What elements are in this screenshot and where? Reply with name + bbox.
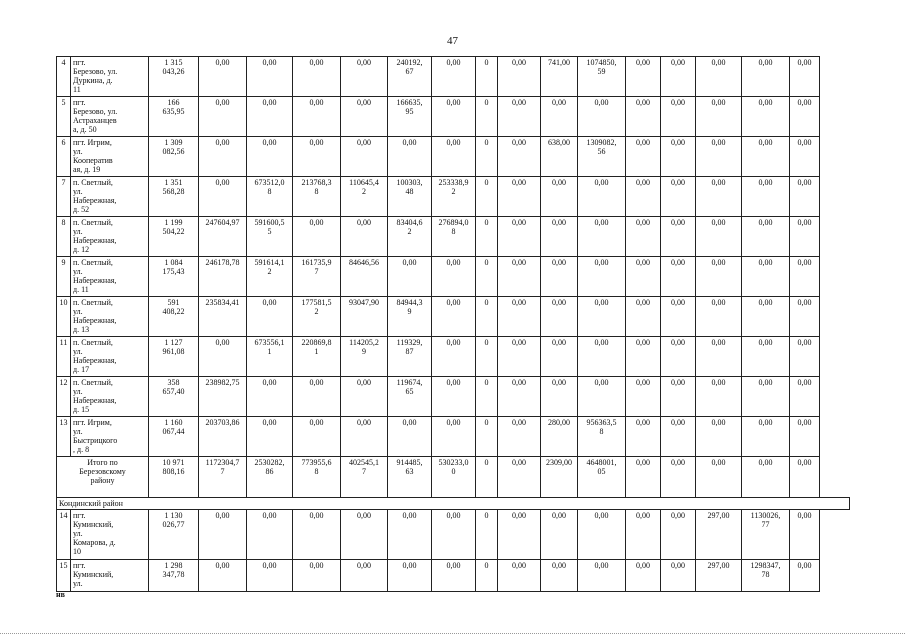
table-cell: 0,00	[790, 297, 820, 337]
table-cell: 0,00	[696, 97, 742, 137]
table-cell: 0,00	[790, 560, 820, 592]
table-row	[57, 337, 850, 377]
table-cell: 0,00	[199, 137, 247, 177]
table-cell: 1130026, 77	[742, 510, 790, 560]
address-cell: пгт. Куминский, ул.	[71, 560, 149, 592]
table-row	[57, 217, 850, 257]
row-number: 7	[57, 177, 71, 217]
table-cell: 0,00	[742, 297, 790, 337]
table-cell: 0,00	[626, 177, 661, 217]
table-cell: 0,00	[661, 560, 696, 592]
table-cell: 0,00	[247, 377, 293, 417]
row-number: 11	[57, 337, 71, 377]
table-cell: 0,00	[498, 297, 541, 337]
table-cell: 0,00	[696, 417, 742, 457]
table-cell: 1172304,7 7	[199, 457, 247, 498]
table-cell: 0	[476, 457, 498, 498]
address-cell: пгт. Березово, ул. Дуркина, д. 11	[71, 57, 149, 97]
table-cell: 2530282, 86	[247, 457, 293, 498]
row-number: 4	[57, 57, 71, 97]
table-cell: 220869,8 1	[293, 337, 341, 377]
table-cell: 0,00	[742, 217, 790, 257]
table-cell: 0	[476, 137, 498, 177]
table-cell: 0,00	[578, 257, 626, 297]
table-cell: 0,00	[742, 257, 790, 297]
table-cell: 0	[476, 217, 498, 257]
table-cell: 0,00	[578, 337, 626, 377]
table-cell: 0,00	[742, 137, 790, 177]
table-cell: 0,00	[341, 217, 388, 257]
table-cell: 203703,86	[199, 417, 247, 457]
table-cell: 0,00	[626, 57, 661, 97]
table-cell: 247604,97	[199, 217, 247, 257]
table-cell: 119329, 87	[388, 337, 432, 377]
table-cell: 591600,5 5	[247, 217, 293, 257]
table-cell: 0	[476, 377, 498, 417]
section-label: Кондинский район	[57, 498, 850, 510]
row-number: 8	[57, 217, 71, 257]
table-cell: 1 130 026,77	[149, 510, 199, 560]
table-cell: 0,00	[790, 57, 820, 97]
table-cell: 0,00	[790, 177, 820, 217]
table-cell: 0,00	[498, 417, 541, 457]
scan-edge-divider	[0, 633, 905, 634]
table-cell: 0,00	[199, 97, 247, 137]
table-row	[57, 560, 850, 592]
table-cell: 0,00	[498, 57, 541, 97]
table-cell: 0,00	[498, 97, 541, 137]
table-cell: 0,00	[578, 510, 626, 560]
table-cell: 0,00	[541, 510, 578, 560]
table-cell: 0,00	[498, 137, 541, 177]
table-cell: 1 160 067,44	[149, 417, 199, 457]
table-cell: 0,00	[247, 297, 293, 337]
table-cell: 0,00	[661, 297, 696, 337]
table-cell: 0,00	[388, 417, 432, 457]
table-cell: 10 971 808,16	[149, 457, 199, 498]
table-cell: 0,00	[498, 377, 541, 417]
table-cell: 0,00	[661, 177, 696, 217]
table-cell: 0,00	[498, 257, 541, 297]
row-number: 6	[57, 137, 71, 177]
table-cell: 0,00	[432, 560, 476, 592]
table-cell: 402545,1 7	[341, 457, 388, 498]
table-cell: 0,00	[388, 137, 432, 177]
table-cell: 358 657,40	[149, 377, 199, 417]
table-cell: 84646,56	[341, 257, 388, 297]
table-cell: 673512,0 8	[247, 177, 293, 217]
table-cell: 0,00	[341, 57, 388, 97]
table-cell: 0,00	[199, 337, 247, 377]
table-cell: 0	[476, 257, 498, 297]
table-cell: 0,00	[661, 217, 696, 257]
table-cell: 0,00	[247, 137, 293, 177]
table-cell: 0,00	[696, 457, 742, 498]
table-cell: 0	[476, 560, 498, 592]
table-cell: 297,00	[696, 560, 742, 592]
table-cell: 0,00	[341, 97, 388, 137]
table-cell: 0,00	[790, 510, 820, 560]
table-cell: 0	[476, 510, 498, 560]
table-cell: 0,00	[341, 560, 388, 592]
row-number: 12	[57, 377, 71, 417]
table-cell: 0,00	[498, 510, 541, 560]
table-cell: 0,00	[247, 97, 293, 137]
address-cell: пгт. Игрим, ул. Быстрицкого , д. 8	[71, 417, 149, 457]
table-row	[57, 177, 850, 217]
table-cell: 0,00	[661, 337, 696, 377]
table-cell: 1 199 504,22	[149, 217, 199, 257]
table-cell: 1074850, 59	[578, 57, 626, 97]
table-cell: 0,00	[247, 417, 293, 457]
table-cell: 114205,2 9	[341, 337, 388, 377]
table-cell: 0	[476, 297, 498, 337]
table-cell: 0,00	[498, 177, 541, 217]
table-cell: 773955,6 8	[293, 457, 341, 498]
table-cell: 0,00	[293, 57, 341, 97]
table-cell: 0,00	[388, 257, 432, 297]
address-cell: п. Светлый, ул. Набережная, д. 13	[71, 297, 149, 337]
table-row	[57, 97, 850, 137]
address-cell: пгт. Куминский, ул. Комарова, д. 10	[71, 510, 149, 560]
table-cell: 638,00	[541, 137, 578, 177]
table-cell: 0	[476, 57, 498, 97]
table-cell: 0,00	[541, 97, 578, 137]
table-cell: 0,00	[199, 177, 247, 217]
table-cell: 0,00	[661, 417, 696, 457]
table-cell: 0,00	[742, 417, 790, 457]
table-cell: 0,00	[742, 337, 790, 377]
table-cell: 0,00	[790, 257, 820, 297]
table-cell: 280,00	[541, 417, 578, 457]
table-cell: 0,00	[790, 337, 820, 377]
row-number: 13	[57, 417, 71, 457]
table-cell: 93047,90	[341, 297, 388, 337]
table-row	[57, 57, 850, 97]
table-cell: 177581,5 2	[293, 297, 341, 337]
table-cell: 0,00	[790, 97, 820, 137]
table-cell: 0,00	[432, 337, 476, 377]
table-cell: 956363,5 8	[578, 417, 626, 457]
table-cell: 0,00	[661, 97, 696, 137]
table-cell: 0,00	[199, 560, 247, 592]
table-cell: 0,00	[578, 297, 626, 337]
table-cell: 0,00	[578, 177, 626, 217]
row-number: 5	[57, 97, 71, 137]
table-cell: 0	[476, 337, 498, 377]
table-cell: 0,00	[626, 560, 661, 592]
table-cell: 0,00	[432, 97, 476, 137]
table-cell: 0,00	[578, 560, 626, 592]
table-cell: 246178,78	[199, 257, 247, 297]
table-cell: 238982,75	[199, 377, 247, 417]
table-cell: 0,00	[696, 177, 742, 217]
table-cell: 0,00	[742, 57, 790, 97]
table-cell: 0,00	[696, 137, 742, 177]
table-cell: 0,00	[341, 510, 388, 560]
table-cell: 0,00	[432, 57, 476, 97]
table-cell: 0,00	[696, 337, 742, 377]
table-cell: 0,00	[790, 137, 820, 177]
table-cell: 110645,4 2	[341, 177, 388, 217]
address-cell: п. Светлый, ул. Набережная, д. 15	[71, 377, 149, 417]
table-cell: 0,00	[498, 560, 541, 592]
table-cell: 0	[476, 417, 498, 457]
table-cell: 1309082, 56	[578, 137, 626, 177]
total-row	[57, 457, 850, 498]
table-cell: 213768,3 8	[293, 177, 341, 217]
table-row	[57, 137, 850, 177]
table-cell: 741,00	[541, 57, 578, 97]
table-cell: 0,00	[341, 377, 388, 417]
table-cell: 0,00	[742, 97, 790, 137]
table-body	[57, 57, 850, 592]
total-label: Итого по Березовскому району	[57, 457, 149, 498]
table-cell: 0,00	[293, 137, 341, 177]
table-cell: 235834,41	[199, 297, 247, 337]
table-cell: 0,00	[541, 177, 578, 217]
table-cell: 1 298 347,78	[149, 560, 199, 592]
table-cell: 0,00	[578, 377, 626, 417]
repair-cost-table	[56, 56, 850, 592]
table-cell: 0,00	[661, 377, 696, 417]
table-cell: 0,00	[498, 457, 541, 498]
table-cell: 2309,00	[541, 457, 578, 498]
table-cell: 0,00	[626, 217, 661, 257]
address-cell: пгт. Березово, ул. Астраханцев а, д. 50	[71, 97, 149, 137]
table-cell: 0,00	[790, 377, 820, 417]
table-cell: 166635, 95	[388, 97, 432, 137]
table-cell: 0,00	[541, 217, 578, 257]
table-cell: 1 351 568,28	[149, 177, 199, 217]
table-cell: 0,00	[341, 137, 388, 177]
footer-mark: нв	[56, 590, 65, 599]
address-cell: п. Светлый, ул. Набережная, д. 17	[71, 337, 149, 377]
table-cell: 0,00	[247, 510, 293, 560]
section-row	[57, 498, 850, 510]
table-cell: 0,00	[696, 377, 742, 417]
table-cell: 0,00	[247, 57, 293, 97]
table-cell: 0,00	[790, 417, 820, 457]
table-cell: 1 315 043,26	[149, 57, 199, 97]
table-cell: 1 084 175,43	[149, 257, 199, 297]
table-cell: 0,00	[293, 377, 341, 417]
table-cell: 0,00	[742, 457, 790, 498]
table-cell: 0,00	[541, 337, 578, 377]
table-cell: 0,00	[626, 297, 661, 337]
row-number: 10	[57, 297, 71, 337]
table-cell: 0,00	[388, 510, 432, 560]
table-cell: 0,00	[626, 457, 661, 498]
table-cell: 673556,1 1	[247, 337, 293, 377]
table-cell: 0,00	[661, 510, 696, 560]
table-cell: 0,00	[293, 560, 341, 592]
table-row	[57, 257, 850, 297]
table-cell: 530233,0 0	[432, 457, 476, 498]
table-cell: 0,00	[432, 297, 476, 337]
table-cell: 0,00	[388, 560, 432, 592]
table-cell: 0,00	[626, 510, 661, 560]
table-cell: 0,00	[790, 457, 820, 498]
table-cell: 0,00	[626, 137, 661, 177]
table-cell: 0,00	[293, 217, 341, 257]
table-cell: 0,00	[626, 257, 661, 297]
table-cell: 0,00	[626, 417, 661, 457]
table-cell: 1298347, 78	[742, 560, 790, 592]
table-cell: 0,00	[432, 417, 476, 457]
table-cell: 0,00	[578, 97, 626, 137]
table-cell: 0,00	[247, 560, 293, 592]
table-cell: 297,00	[696, 510, 742, 560]
table-cell: 0,00	[541, 377, 578, 417]
table-cell: 0,00	[626, 337, 661, 377]
table-cell: 0,00	[541, 297, 578, 337]
table-cell: 0,00	[696, 217, 742, 257]
table-cell: 0,00	[696, 57, 742, 97]
table-cell: 0,00	[578, 217, 626, 257]
table-cell: 0,00	[432, 510, 476, 560]
table-cell: 0,00	[626, 97, 661, 137]
table-cell: 0,00	[696, 297, 742, 337]
table-cell: 161735,9 7	[293, 257, 341, 297]
table-cell: 0,00	[341, 417, 388, 457]
table-row	[57, 417, 850, 457]
table-cell: 0,00	[432, 137, 476, 177]
table-cell: 0,00	[790, 217, 820, 257]
row-number: 14	[57, 510, 71, 560]
table-cell: 0,00	[498, 337, 541, 377]
table-cell: 0,00	[199, 510, 247, 560]
table-cell: 914485, 63	[388, 457, 432, 498]
row-number: 15	[57, 560, 71, 592]
table-cell: 0,00	[432, 377, 476, 417]
table-cell: 0,00	[661, 137, 696, 177]
table-cell: 0,00	[541, 257, 578, 297]
table-cell: 84944,3 9	[388, 297, 432, 337]
address-cell: п. Светлый, ул. Набережная, д. 12	[71, 217, 149, 257]
row-number: 9	[57, 257, 71, 297]
table-cell: 0,00	[661, 57, 696, 97]
table-cell: 0,00	[661, 457, 696, 498]
table-row	[57, 377, 850, 417]
table-row	[57, 510, 850, 560]
table-cell: 0,00	[432, 257, 476, 297]
table-cell: 1 309 082,56	[149, 137, 199, 177]
table-cell: 0,00	[293, 417, 341, 457]
table-cell: 119674, 65	[388, 377, 432, 417]
table-cell: 276894,0 8	[432, 217, 476, 257]
table-cell: 0,00	[199, 57, 247, 97]
table-cell: 0	[476, 97, 498, 137]
address-cell: п. Светлый, ул. Набережная, д. 11	[71, 257, 149, 297]
table-cell: 0,00	[293, 510, 341, 560]
table-cell: 83404,6 2	[388, 217, 432, 257]
table-cell: 253338,9 2	[432, 177, 476, 217]
table-cell: 0,00	[742, 377, 790, 417]
table-cell: 0,00	[626, 377, 661, 417]
table-cell: 0,00	[541, 560, 578, 592]
table-cell: 240192, 67	[388, 57, 432, 97]
table-cell: 4648001, 05	[578, 457, 626, 498]
table-cell: 0,00	[293, 97, 341, 137]
table-cell: 0,00	[696, 257, 742, 297]
table-cell: 0,00	[661, 257, 696, 297]
table-cell: 1 127 961,08	[149, 337, 199, 377]
table-cell: 591614,1 2	[247, 257, 293, 297]
address-cell: пгт. Игрим, ул. Кооператив ая, д. 19	[71, 137, 149, 177]
table-cell: 0,00	[742, 177, 790, 217]
page-number: 47	[447, 35, 458, 47]
table-row	[57, 297, 850, 337]
table-cell: 0	[476, 177, 498, 217]
table-cell: 591 408,22	[149, 297, 199, 337]
table-cell: 100303, 48	[388, 177, 432, 217]
address-cell: п. Светлый, ул. Набережная, д. 52	[71, 177, 149, 217]
table-cell: 0,00	[498, 217, 541, 257]
table-cell: 166 635,95	[149, 97, 199, 137]
